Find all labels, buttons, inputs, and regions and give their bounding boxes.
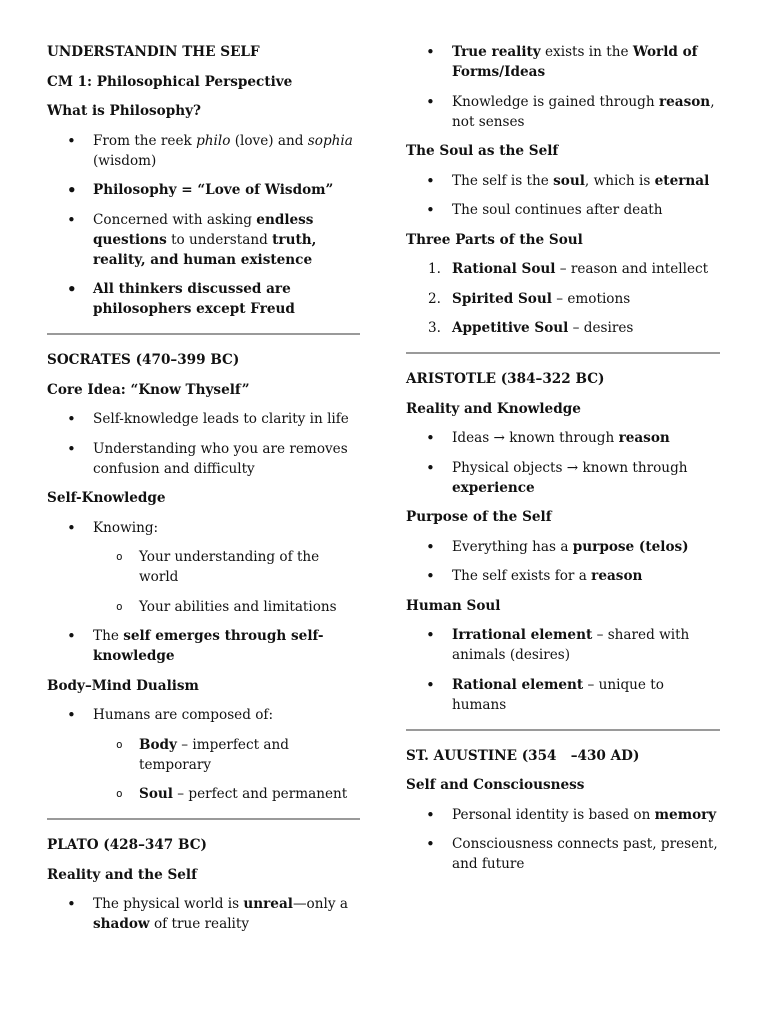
list-item: • Everything has a purpose (telos) [406, 537, 720, 557]
socrates-heading: SOCRATES (470–399 BC) [47, 352, 240, 368]
course-module-heading: CM 1: Philosophical Perspective [47, 73, 293, 90]
philosophy-heading: What is Philosophy? [47, 103, 201, 119]
list-item: • Personal identity is based on memory [406, 805, 720, 825]
core-idea-heading: Core Idea: “Know Thyself” [47, 381, 250, 398]
sub-list-item: o Body – imperfect and temporary [47, 735, 360, 775]
philosophy-list [47, 131, 360, 320]
list-item: • Philosophy = “Love of Wisdom” [47, 180, 360, 200]
sub-list-item: o Soul – perfect and permanent [47, 784, 360, 804]
soul-parts-list [406, 259, 720, 338]
left-column [47, 42, 360, 944]
soul-list [406, 171, 720, 221]
list-item: • Knowing: [47, 518, 360, 538]
section-divider [406, 729, 720, 731]
self-knowledge-heading: Self-Knowledge [47, 490, 166, 506]
list-item: • Knowledge is gained through reason, not senses [406, 92, 720, 132]
plato-list [47, 894, 360, 934]
list-item: • Ideas → known through reason [406, 428, 720, 448]
list-item: • Understanding who you are removes confusion and difficulty [47, 439, 360, 479]
numbered-item: 3. Appetitive Soul – desires [428, 320, 634, 336]
aristotle-heading: ARISTOTLE (384–322 BC) [406, 371, 605, 387]
list-item: • Concerned with asking endless questions to understand truth, reality, and human existence [47, 210, 360, 270]
sub-list-item: o Your abilities and limitations [47, 597, 360, 617]
list-item: • The self emerges through self-knowledge [47, 626, 360, 666]
reality-knowledge-list [406, 428, 720, 498]
plato-list-cont [406, 42, 720, 132]
sophia-term: sophia [307, 132, 353, 149]
purpose-list [406, 537, 720, 587]
self-knowledge-list [47, 518, 360, 538]
dualism-sublist [47, 735, 360, 805]
list-item: • Physical objects → known through experience [406, 458, 720, 498]
consciousness-list [406, 805, 720, 875]
consciousness-heading: Self and Consciousness [406, 777, 585, 793]
reality-self-heading: Reality and the Self [47, 866, 197, 883]
purpose-heading: Purpose of the Self [406, 509, 552, 525]
list-item: • True reality exists in the World of Forms/Ideas [406, 42, 720, 82]
reality-knowledge-heading: Reality and Knowledge [406, 400, 581, 417]
numbered-item: 2. Spirited Soul – emotions [428, 290, 631, 307]
human-soul-list [406, 625, 720, 715]
list-item: • The soul continues after death [406, 200, 720, 220]
list-item: • Irrational element – shared with animals (desires) [406, 625, 720, 665]
list-item: • Humans are composed of: [47, 705, 360, 725]
augustine-heading: ST. AUUSTINE (354 –430 AD) [406, 747, 640, 764]
dualism-heading: Body–Mind Dualism [47, 677, 199, 694]
section-divider [406, 352, 720, 354]
list-item: • The physical world is unreal—only a shadow of true reality [47, 894, 360, 934]
philo-term: philo [196, 132, 231, 149]
section-divider [47, 818, 360, 820]
soul-self-heading: The Soul as the Self [406, 143, 559, 159]
core-idea-list [47, 409, 360, 479]
three-parts-heading: Three Parts of the Soul [406, 231, 583, 248]
right-column [406, 42, 720, 884]
list-item: • The self exists for a reason [406, 566, 720, 586]
list-item: • Rational element – unique to humans [406, 675, 720, 715]
list-item: • The self is the soul, which is eternal [406, 171, 720, 191]
list-item: • All thinkers discussed are philosophers except Freud [47, 279, 360, 319]
numbered-item: 1. Rational Soul – reason and intellect [428, 261, 709, 277]
section-divider [47, 333, 360, 335]
dualism-list [47, 705, 360, 725]
document-title: UNDERSTANDIN THE SELF [47, 44, 260, 60]
self-knowledge-list-cont [47, 626, 360, 666]
self-knowledge-sublist [47, 547, 360, 617]
sub-list-item: o Your understanding of the world [47, 547, 360, 587]
human-soul-heading: Human Soul [406, 597, 501, 614]
list-item: • From the reek philo (love) and sophia (wisdom) [47, 131, 360, 171]
list-item: • Consciousness connects past, present, and future [406, 834, 720, 874]
list-item: • Self-knowledge leads to clarity in life [47, 409, 360, 429]
plato-heading: PLATO (428–347 BC) [47, 837, 207, 853]
